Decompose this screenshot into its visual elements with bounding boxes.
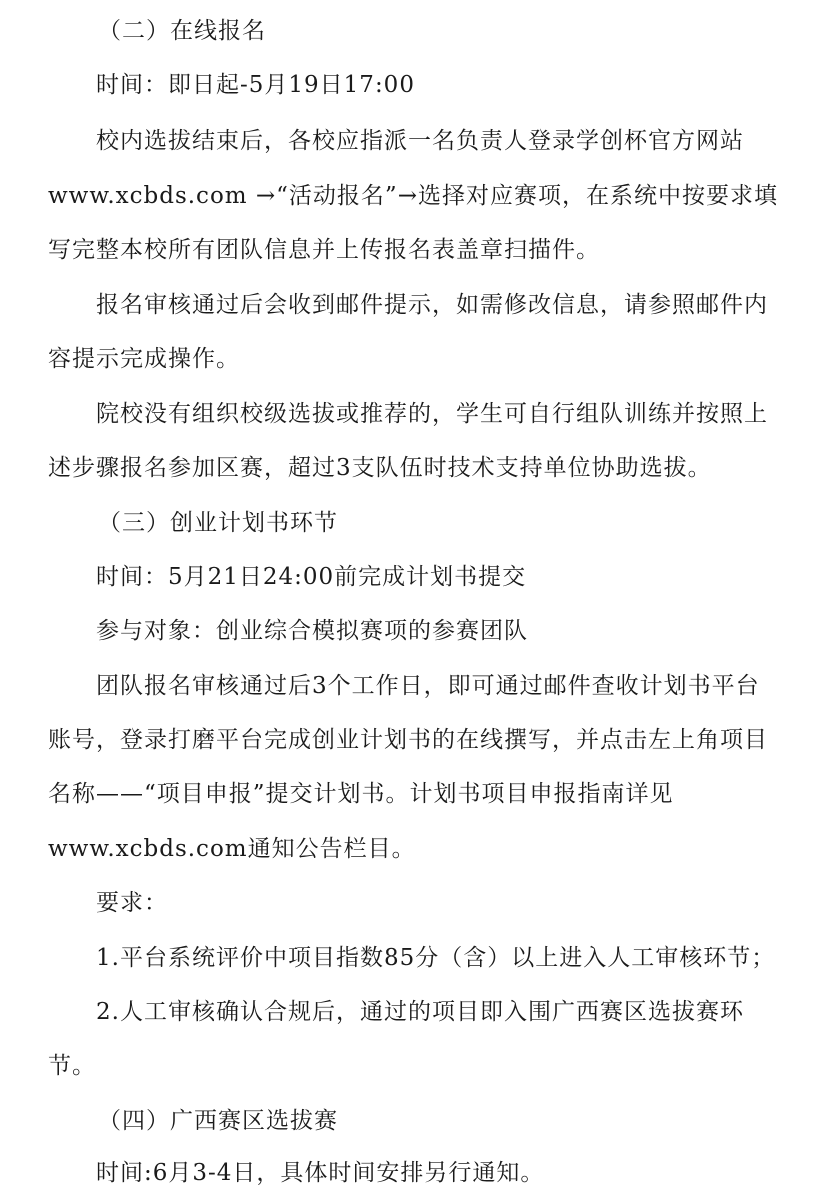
participants-line: 参与对象：创业综合模拟赛项的参赛团队 bbox=[96, 618, 528, 644]
requirement-item: 2.人工审核确认合规后，通过的项目即入围广西赛区选拔赛环 bbox=[96, 999, 744, 1025]
paragraph-line: 述步骤报名参加区赛，超过3支队伍时技术支持单位协助选拔。 bbox=[48, 455, 712, 481]
registration-time: 时间：即日起-5月19日17:00 bbox=[96, 72, 415, 98]
paragraph-line: 团队报名审核通过后3个工作日，即可通过邮件查收计划书平台 bbox=[96, 673, 760, 699]
paragraph-line: 院校没有组织校级选拔或推荐的，学生可自行组队训练并按照上 bbox=[96, 401, 768, 427]
paragraph-line: 写完整本校所有团队信息并上传报名表盖章扫描件。 bbox=[48, 237, 600, 263]
paragraph-line: www.xcbds.com通知公告栏目。 bbox=[48, 836, 416, 862]
requirement-item: 1.平台系统评价中项目指数85分（含）以上进入人工审核环节； bbox=[96, 945, 776, 971]
paragraph-line: 报名审核通过后会收到邮件提示，如需修改信息，请参照邮件内 bbox=[96, 292, 768, 318]
paragraph-line: 容提示完成操作。 bbox=[48, 346, 240, 372]
section-heading-guangxi-selection: （四）广西赛区选拔赛 bbox=[98, 1108, 338, 1134]
business-plan-time: 时间：5月21日24:00前完成计划书提交 bbox=[96, 564, 527, 590]
paragraph-line: 账号，登录打磨平台完成创业计划书的在线撰写，并点击左上角项目 bbox=[48, 727, 768, 753]
requirement-item-continued: 节。 bbox=[48, 1053, 96, 1079]
paragraph-line: www.xcbds.com →“活动报名”→选择对应赛项，在系统中按要求填 bbox=[48, 183, 778, 209]
paragraph-line: 校内选拔结束后，各校应指派一名负责人登录学创杯官方网站 bbox=[96, 128, 744, 154]
requirements-label: 要求： bbox=[96, 890, 168, 916]
section-heading-online-registration: （二）在线报名 bbox=[98, 18, 266, 44]
section-heading-business-plan: （三）创业计划书环节 bbox=[98, 510, 338, 536]
guangxi-selection-time: 时间:6月3-4日，具体时间安排另行通知。 bbox=[96, 1160, 545, 1186]
paragraph-line: 名称——“项目申报”提交计划书。计划书项目申报指南详见 bbox=[48, 781, 674, 807]
